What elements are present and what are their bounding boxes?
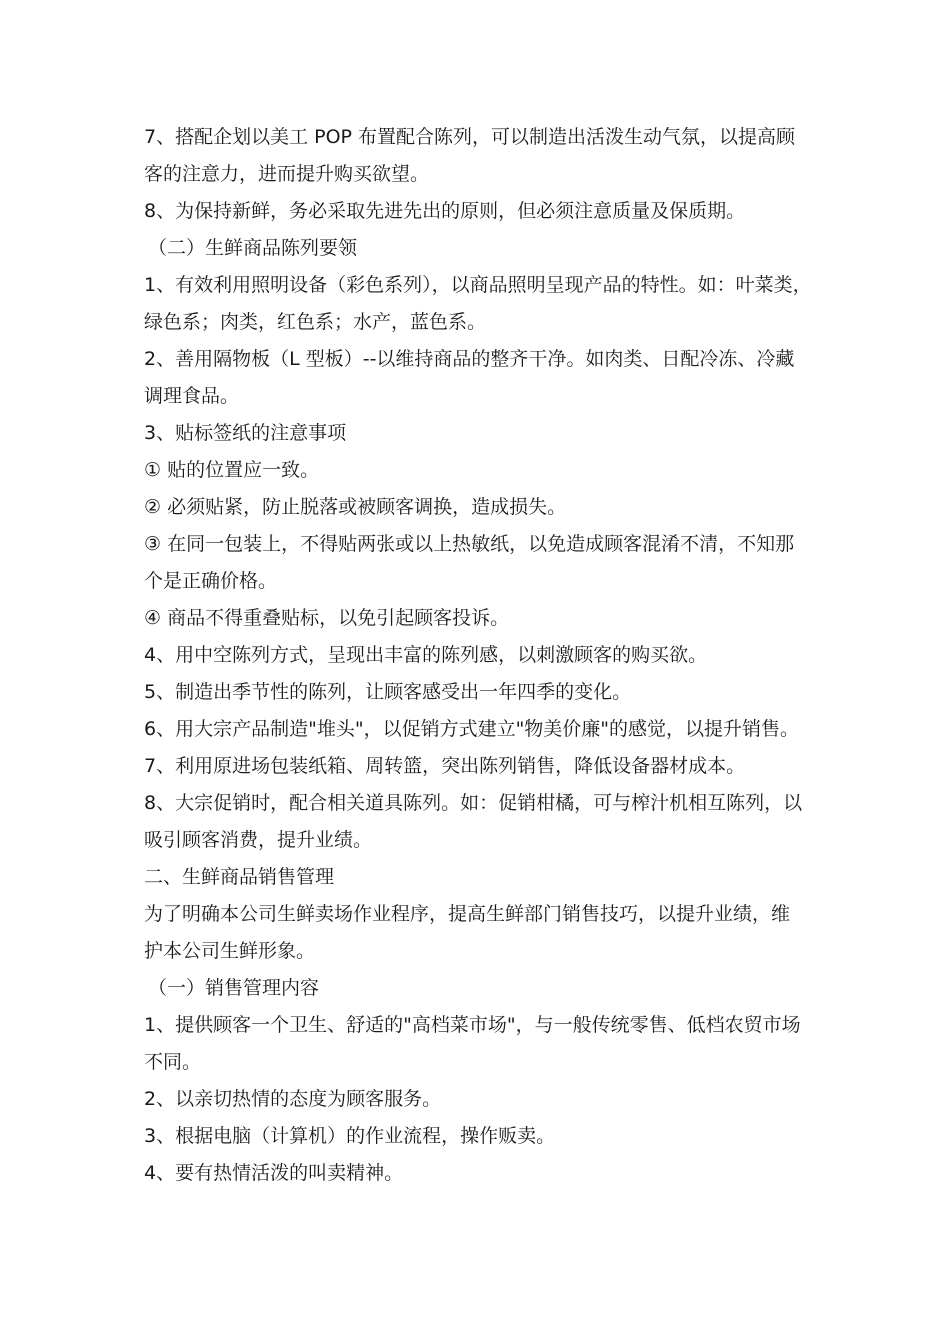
text-line: 1、有效利用照明设备（彩色系列），以商品照明呈现产品的特性。如：叶菜类， <box>144 274 812 296</box>
text-line: 8、大宗促销时，配合相关道具陈列。如：促销柑橘，可与榨汁机相互陈列，以 <box>144 792 803 814</box>
text-line: 个是正确价格。 <box>144 570 278 592</box>
text-line: 7、利用原进场包装纸箱、周转篮，突出陈列销售，降低设备器材成本。 <box>144 755 746 777</box>
section-heading: 二、生鲜商品销售管理 <box>144 866 335 888</box>
text-line: ② 必须贴紧，防止脱落或被顾客调换，造成损失。 <box>144 496 567 518</box>
text-line: 4、用中空陈列方式，呈现出丰富的陈列感，以刺激顾客的购买欲。 <box>144 644 708 666</box>
text-line: 8、为保持新鲜，务必采取先进先出的原则，但必须注意质量及保质期。 <box>144 200 746 222</box>
text-line: 客的注意力，进而提升购买欲望。 <box>144 163 430 185</box>
text-line: 绿色系；肉类，红色系；水产，蓝色系。 <box>144 311 487 333</box>
text-line: 为了明确本公司生鲜卖场作业程序，提高生鲜部门销售技巧，以提升业绩，维 <box>144 903 791 925</box>
text-line: 3、贴标签纸的注意事项 <box>144 422 347 444</box>
text-line: ③ 在同一包装上，不得贴两张或以上热敏纸，以免造成顾客混淆不清，不知那 <box>144 533 795 555</box>
text-line: 吸引顾客消费，提升业绩。 <box>144 829 373 851</box>
text-line: 2、以亲切热情的态度为顾客服务。 <box>144 1088 442 1110</box>
text-line: 2、善用隔物板（L 型板）--以维持商品的整齐干净。如肉类、日配冷冻、冷藏 <box>144 348 795 370</box>
text-line: ④ 商品不得重叠贴标，以免引起顾客投诉。 <box>144 607 510 629</box>
text-line: ① 贴的位置应一致。 <box>144 459 320 481</box>
section-heading: （二）生鲜商品陈列要领 <box>148 237 358 259</box>
text-line: 1、提供顾客一个卫生、舒适的"高档菜市场"，与一般传统零售、低档农贸市场 <box>144 1014 801 1036</box>
section-heading: （一）销售管理内容 <box>148 977 320 999</box>
text-line: 7、搭配企划以美工 POP 布置配合陈列，可以制造出活泼生动气氛，以提高顾 <box>144 126 796 148</box>
text-line: 5、制造出季节性的陈列，让顾客感受出一年四季的变化。 <box>144 681 632 703</box>
text-line: 调理食品。 <box>144 385 240 407</box>
text-line: 不同。 <box>144 1051 202 1073</box>
text-line: 3、根据电脑（计算机）的作业流程，操作贩卖。 <box>144 1125 556 1147</box>
text-line: 4、要有热情活泼的叫卖精神。 <box>144 1162 404 1184</box>
text-line: 护本公司生鲜形象。 <box>144 940 316 962</box>
document-body <box>144 119 824 1192</box>
text-line: 6、用大宗产品制造"堆头"，以促销方式建立"物美价廉"的感觉，以提升销售。 <box>144 718 800 740</box>
